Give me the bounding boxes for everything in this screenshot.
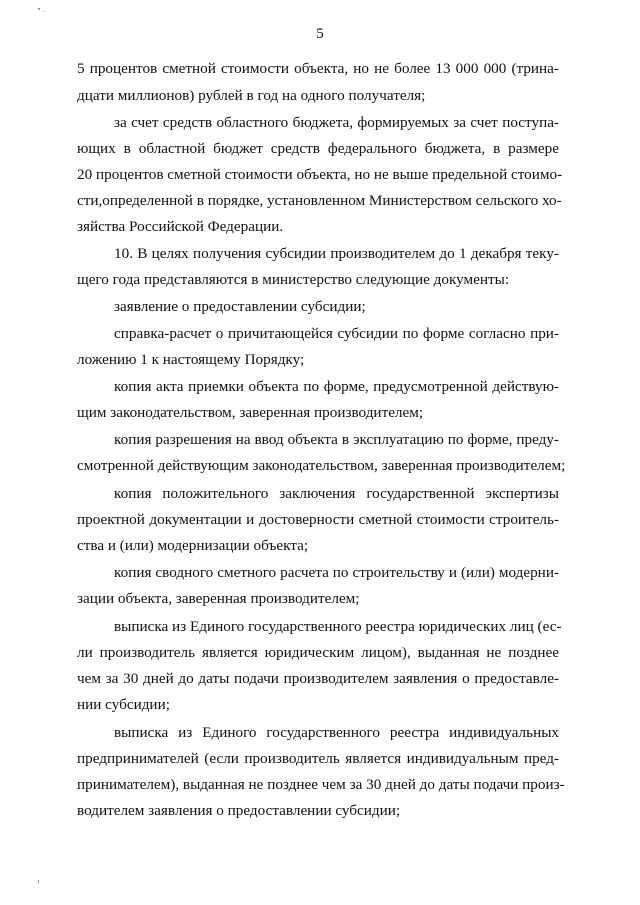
text-line: 10. В целях получения субсидии производителем до 1 декабря теку- bbox=[114, 245, 559, 262]
text-line: водителем заявления о предоставлении субсидии; bbox=[77, 802, 401, 819]
text-line: сти,определенной в порядке, установленном Министерством сельского хо- bbox=[77, 192, 562, 209]
text-line: ложению 1 к настоящему Порядку; bbox=[77, 351, 305, 368]
text-line: ющих в областной бюджет средств федерального бюджета, в размере bbox=[77, 140, 559, 157]
text-line: нии субсидии; bbox=[77, 696, 170, 713]
text-line: выписка из Единого государственного реестра индивидуальных bbox=[114, 724, 559, 741]
text-line: зяйства Российской Федерации. bbox=[77, 218, 284, 235]
scan-speck bbox=[38, 8, 40, 10]
text-line: ства и (или) модернизации объекта; bbox=[77, 537, 309, 554]
text-line: за счет средств областного бюджета, формируемых за счет поступа- bbox=[114, 114, 559, 131]
text-line: предпринимателей (если производитель является индивидуальным пред- bbox=[77, 750, 559, 767]
text-line: выписка из Единого государственного реестра юридических лиц (ес- bbox=[114, 618, 562, 635]
text-line: справка-расчет о причитающейся субсидии по форме согласно при- bbox=[114, 325, 559, 342]
text-line: зации объекта, заверенная производителем; bbox=[77, 590, 360, 607]
page-number: 5 bbox=[316, 26, 324, 42]
text-line: смотренной действующим законодательством, заверенная производителем; bbox=[77, 457, 566, 474]
text-line: дцати миллионов) рублей в год на одного получателя; bbox=[77, 87, 426, 104]
text-line: принимателем), выданная не позднее чем за 30 дней до даты подачи произ- bbox=[77, 776, 565, 793]
text-line: копия положительного заключения государственной экспертизы bbox=[114, 485, 559, 502]
text-line: копия акта приемки объекта по форме, предусмотренной действую- bbox=[114, 378, 559, 395]
text-line: копия сводного сметного расчета по строительству и (или) модерни- bbox=[114, 564, 559, 581]
text-line: проектной документации и достоверности сметной стоимости строитель- bbox=[77, 511, 559, 528]
text-line: чем за 30 дней до даты подачи производителем заявления о предоставле- bbox=[77, 670, 559, 687]
text-line: заявление о предоставлении субсидии; bbox=[114, 298, 366, 315]
scan-speck bbox=[43, 11, 44, 12]
text-line: щего года представляются в министерство следующие документы: bbox=[77, 271, 510, 288]
text-line: 20 процентов сметной стоимости объекта, но не выше предельной стоимо- bbox=[77, 166, 563, 183]
text-line: ли производитель является юридическим лицом), выданная не позднее bbox=[77, 644, 559, 661]
scan-speck bbox=[38, 880, 39, 883]
text-line: щим законодательством, заверенная производителем; bbox=[77, 404, 424, 421]
text-line: копия разрешения на ввод объекта в эксплуатацию по форме, преду- bbox=[114, 431, 559, 448]
text-line: 5 процентов сметной стоимости объекта, но не более 13 000 000 (трина- bbox=[77, 60, 559, 77]
